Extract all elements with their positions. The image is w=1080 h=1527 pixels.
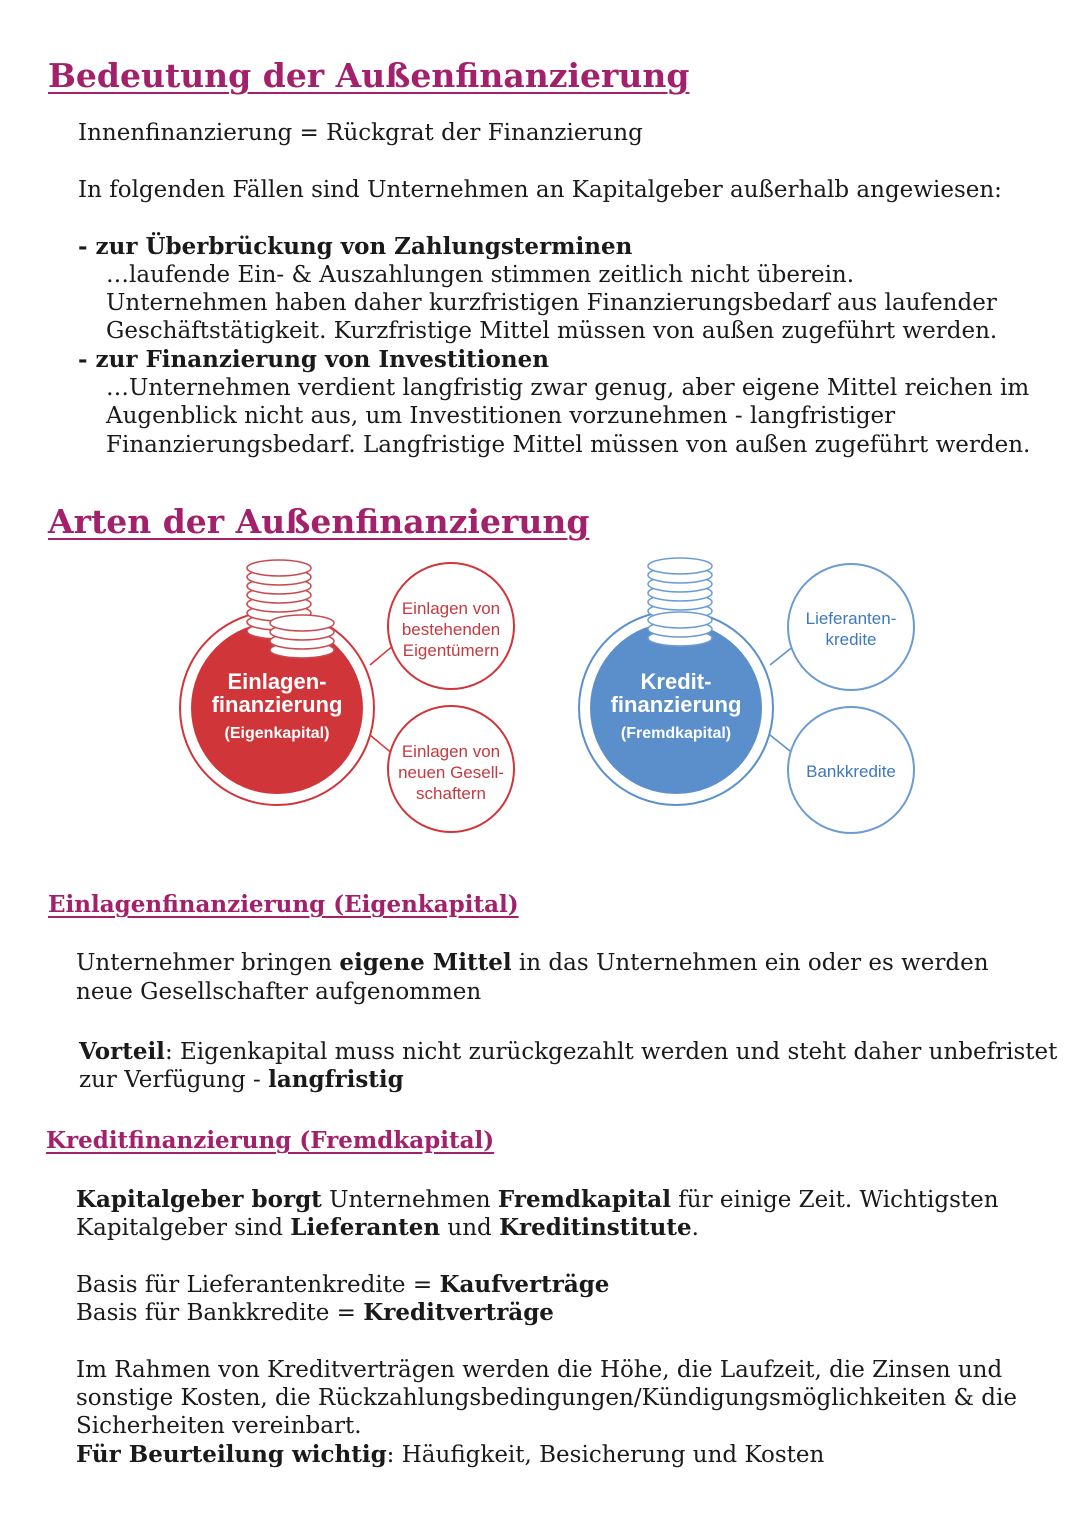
paragraph-line: neue Gesellschafter aufgenommen xyxy=(76,979,482,1005)
list-item-text: …Unternehmen verdient langfristig zwar genug, aber eigene Mittel reichen im xyxy=(106,375,1030,401)
paragraph-line: sonstige Kosten, die Rückzahlungsbedingungen/Kündigungsmöglichkeiten & die xyxy=(76,1385,1017,1411)
equity-title: Einlagen- xyxy=(227,669,327,694)
bubble-label: neuen Gesell- xyxy=(398,763,504,782)
bubble-label: Eigentümern xyxy=(402,641,500,660)
bubble-label: kredite xyxy=(825,630,877,649)
advantage-line: zur Verfügung - langfristig xyxy=(79,1066,404,1093)
bubble-label: bestehenden xyxy=(401,620,501,639)
bubble-label: Einlagen von xyxy=(401,742,501,761)
financing-diagram xyxy=(0,550,1080,850)
coin-stack-icon xyxy=(648,558,712,646)
debt-title: finanzierung xyxy=(610,692,742,717)
advantage-line: Vorteil: Eigenkapital muss nicht zurückgezahlt werden und steht daher unbefristet xyxy=(79,1038,1058,1065)
list-item-title: - zur Überbrückung von Zahlungsterminen xyxy=(78,233,633,260)
heading-arten: Arten der Außenfinanzierung xyxy=(48,502,590,541)
list-item-text: Geschäftstätigkeit. Kurzfristige Mittel müssen von außen zugeführt werden. xyxy=(106,318,998,344)
bubble-label: schaftern xyxy=(416,784,486,803)
paragraph-line: Sicherheiten vereinbart. xyxy=(76,1413,362,1439)
debt-title: Kredit- xyxy=(640,669,712,694)
bubble-label: Lieferanten- xyxy=(805,609,897,628)
debt-cluster xyxy=(579,558,914,833)
paragraph-line: Kapitalgeber sind Lieferanten und Kreditinstitute. xyxy=(76,1214,699,1241)
heading-einlagen: Einlagenfinanzierung (Eigenkapital) xyxy=(48,891,519,918)
bubble-label: Bankkredite xyxy=(806,762,896,781)
debt-subtitle: (Fremdkapital) xyxy=(620,725,732,742)
basis-line: Basis für Bankkredite = Kreditverträge xyxy=(76,1299,554,1326)
intro-line: Innenfinanzierung = Rückgrat der Finanzierung xyxy=(78,120,643,146)
intro-line: In folgenden Fällen sind Unternehmen an Kapitalgeber außerhalb angewiesen: xyxy=(78,177,1002,203)
evaluation-line: Für Beurteilung wichtig: Häufigkeit, Besicherung und Kosten xyxy=(76,1441,825,1468)
list-item-title: - zur Finanzierung von Investitionen xyxy=(78,346,549,373)
heading-bedeutung: Bedeutung der Außenfinanzierung xyxy=(48,56,690,95)
paragraph-line: Kapitalgeber borgt Unternehmen Fremdkapital für einige Zeit. Wichtigsten xyxy=(76,1186,999,1213)
heading-kredit: Kreditfinanzierung (Fremdkapital) xyxy=(46,1127,495,1154)
equity-subtitle: (Eigenkapital) xyxy=(224,725,330,742)
list-item-text: …laufende Ein- & Auszahlungen stimmen zeitlich nicht überein. xyxy=(106,262,855,288)
paragraph-line: Im Rahmen von Kreditverträgen werden die Höhe, die Laufzeit, die Zinsen und xyxy=(76,1357,1003,1383)
list-item-text: Finanzierungsbedarf. Langfristige Mittel müssen von außen zugeführt werden. xyxy=(106,432,1031,458)
equity-cluster xyxy=(180,560,514,832)
bubble-label: Einlagen von xyxy=(401,599,501,618)
list-item-text: Augenblick nicht aus, um Investitionen vorzunehmen - langfristiger xyxy=(106,403,896,429)
basis-line: Basis für Lieferantenkredite = Kaufverträge xyxy=(76,1271,610,1298)
paragraph-line: Unternehmer bringen eigene Mittel in das Unternehmen ein oder es werden xyxy=(76,949,989,976)
equity-title: finanzierung xyxy=(211,692,343,717)
list-item-text: Unternehmen haben daher kurzfristigen Finanzierungsbedarf aus laufender xyxy=(106,290,997,316)
